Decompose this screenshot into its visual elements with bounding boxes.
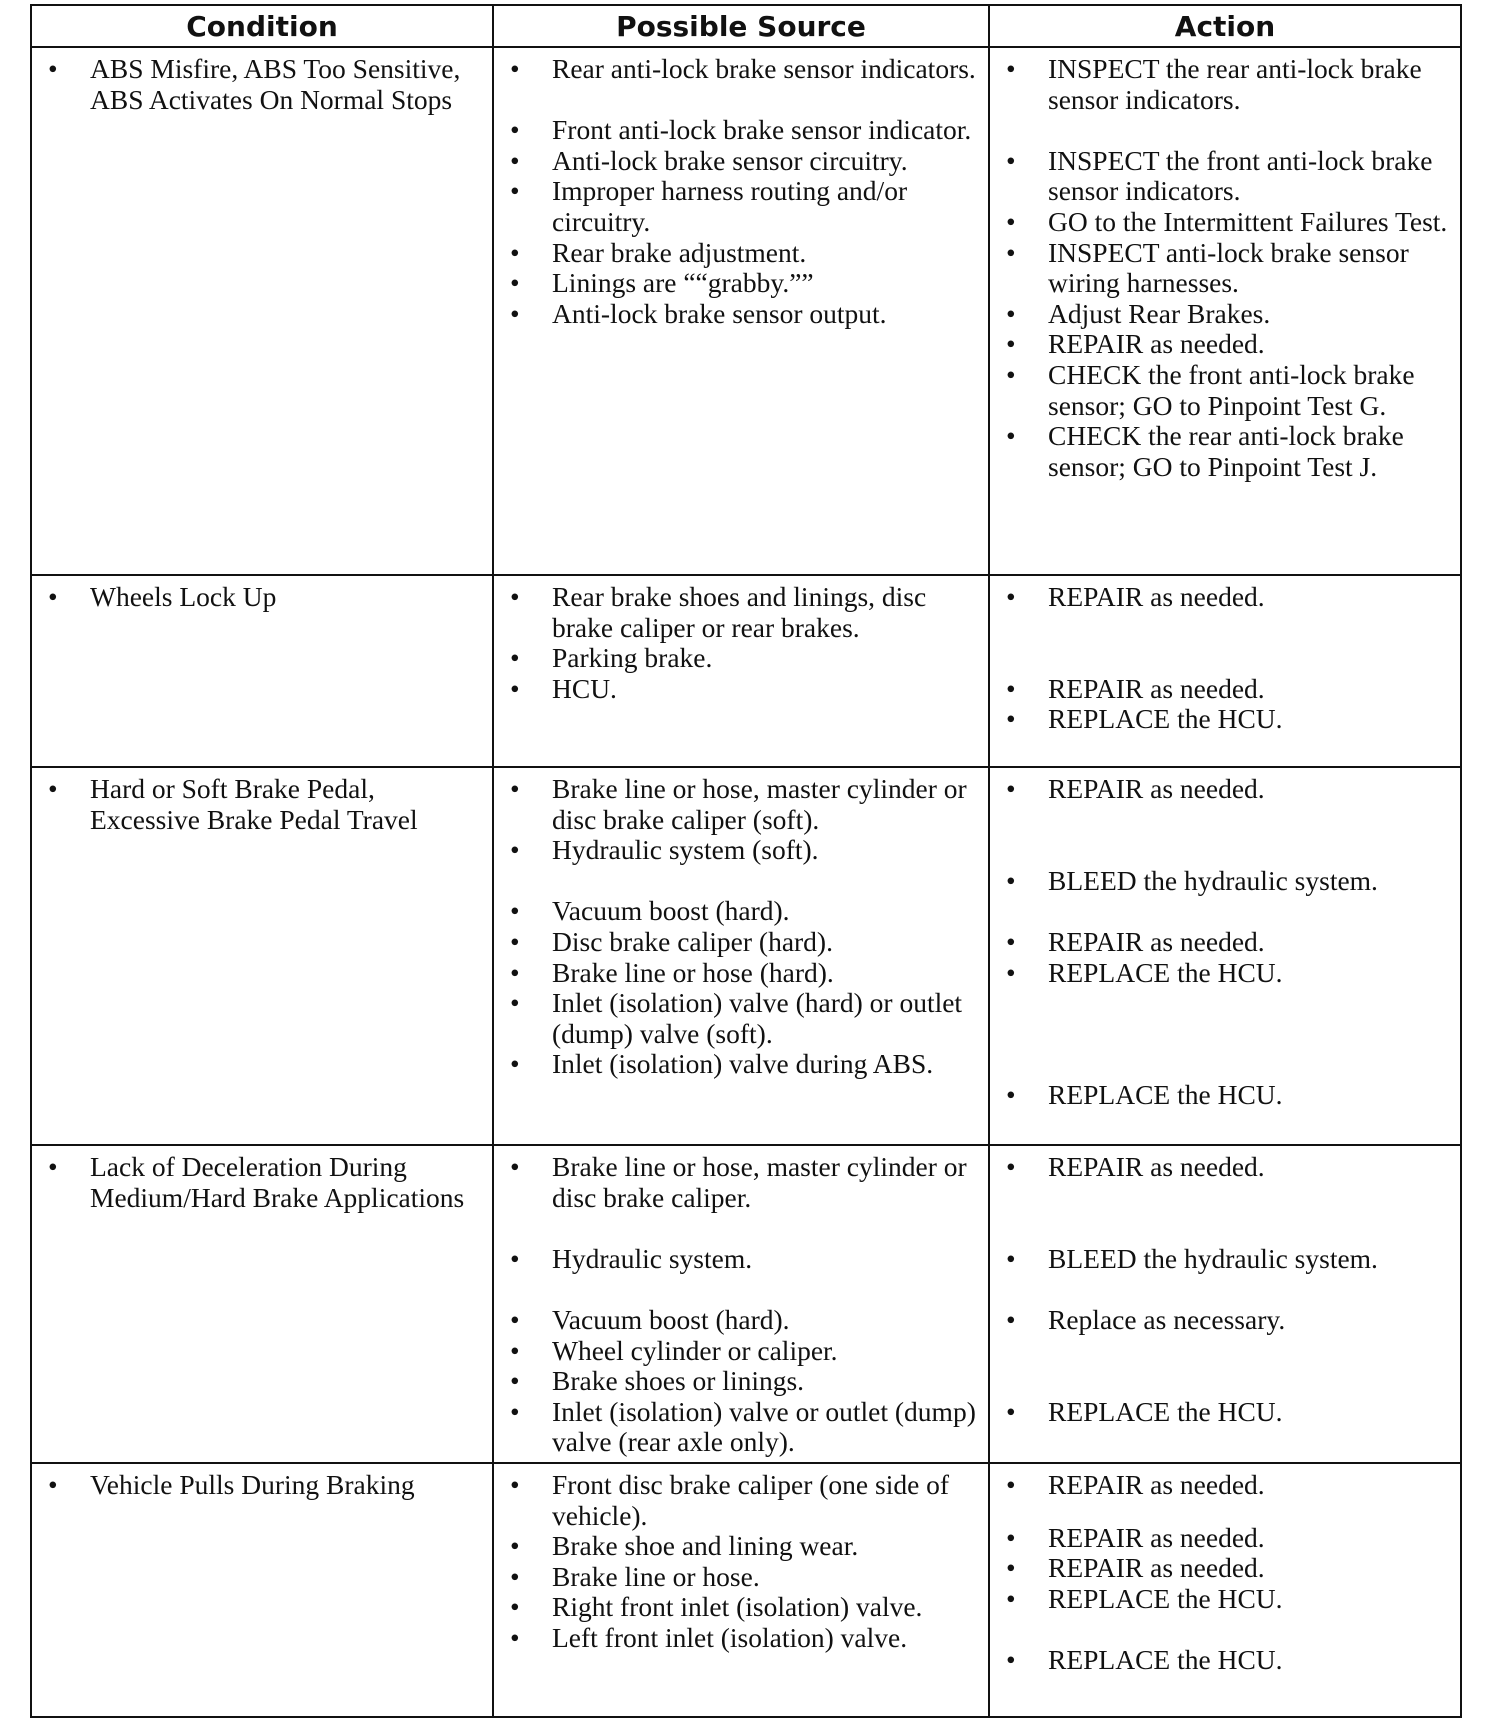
action-item: • INSPECT the front anti-lock brake sensor indicators. [1000,146,1452,207]
table-row [31,47,1461,575]
diagnosis-table [30,4,1462,1718]
action-item: • REPAIR as needed. [1000,329,1452,360]
source-item: • Inlet (isolation) valve (hard) or outlet (dump) valve (soft). [504,988,980,1049]
source-item: • Rear brake shoes and linings, disc brake caliper or rear brakes. [504,582,980,643]
source-item: • Brake line or hose, master cylinder or disc brake caliper (soft). [504,774,980,835]
action-item: • CHECK the rear anti-lock brake sensor; GO to Pinpoint Test J. [1000,421,1452,482]
table-row [31,767,1461,1145]
action-item: • GO to the Intermittent Failures Test. [1000,207,1452,238]
action-item: • REPLACE the HCU. [1000,704,1452,735]
source-item: • Wheel cylinder or caliper. [504,1336,980,1367]
action-item: • Adjust Rear Brakes. [1000,299,1452,330]
action-item: • INSPECT anti-lock brake sensor wiring harnesses. [1000,238,1452,299]
source-item: • Brake shoes or linings. [504,1366,980,1397]
action-item: • Replace as necessary. [1000,1305,1452,1336]
condition-cell [31,1145,493,1463]
source-item: • Inlet (isolation) valve or outlet (dump) valve (rear axle only). [504,1397,980,1458]
source-cell [493,47,989,575]
source-item: • Front anti-lock brake sensor indicator. [504,115,980,146]
condition-item: • Hard or Soft Brake Pedal, Excessive Brake Pedal Travel [42,774,484,835]
action-item: • REPAIR as needed. [1000,1152,1452,1183]
action-item: • BLEED the hydraulic system. [1000,866,1452,897]
source-item: • Parking brake. [504,643,980,674]
action-item: • REPAIR as needed. [1000,1470,1452,1501]
condition-item: • Lack of Deceleration During Medium/Hard Brake Applications [42,1152,484,1213]
source-item: • Brake line or hose (hard). [504,958,980,989]
source-item: • Linings are ““grabby.”” [504,268,980,299]
source-item: • Anti-lock brake sensor circuitry. [504,146,980,177]
source-item: • Brake shoe and lining wear. [504,1531,980,1562]
action-item: • REPAIR as needed. [1000,582,1452,613]
source-cell [493,1463,989,1717]
action-item: • REPAIR as needed. [1000,1553,1452,1584]
source-item: • Vacuum boost (hard). [504,896,980,927]
action-item: • INSPECT the rear anti-lock brake sensor indicators. [1000,54,1452,115]
source-item: • Improper harness routing and/or circuitry. [504,176,980,237]
source-item: • Vacuum boost (hard). [504,1305,980,1336]
source-item: • Brake line or hose, master cylinder or disc brake caliper. [504,1152,980,1213]
header-row [31,5,1461,47]
table-row [31,1145,1461,1463]
condition-item: • ABS Misfire, ABS Too Sensitive, ABS Activates On Normal Stops [42,54,484,115]
table-row [31,575,1461,767]
action-item: • BLEED the hydraulic system. [1000,1244,1452,1275]
action-item: • REPLACE the HCU. [1000,1080,1452,1111]
source-item: • Brake line or hose. [504,1562,980,1593]
header-action: Action [989,5,1461,47]
condition-cell [31,575,493,767]
source-item: • Anti-lock brake sensor output. [504,299,980,330]
header-possible-source: Possible Source [493,5,989,47]
table-row [31,1463,1461,1717]
source-item: • HCU. [504,674,980,705]
source-item: • Right front inlet (isolation) valve. [504,1592,980,1623]
source-cell [493,1145,989,1463]
source-item: • Hydraulic system. [504,1244,980,1275]
header-condition: Condition [31,5,493,47]
action-item: • REPLACE the HCU. [1000,958,1452,989]
source-item: • Disc brake caliper (hard). [504,927,980,958]
action-item: • REPAIR as needed. [1000,774,1452,805]
condition-item: • Vehicle Pulls During Braking [42,1470,484,1501]
action-item: • CHECK the front anti-lock brake sensor; GO to Pinpoint Test G. [1000,360,1452,421]
source-item: • Hydraulic system (soft). [504,835,980,866]
action-item: • REPLACE the HCU. [1000,1645,1452,1676]
condition-item: • Wheels Lock Up [42,582,484,613]
source-cell [493,767,989,1145]
action-item: • REPAIR as needed. [1000,1523,1452,1554]
action-item: • REPLACE the HCU. [1000,1584,1452,1615]
condition-cell [31,1463,493,1717]
condition-cell [31,767,493,1145]
condition-cell [31,47,493,575]
action-cell [989,1145,1461,1463]
action-item: • REPLACE the HCU. [1000,1397,1452,1428]
action-cell [989,47,1461,575]
action-item: • REPAIR as needed. [1000,927,1452,958]
action-item: • REPAIR as needed. [1000,674,1452,705]
source-item: • Rear brake adjustment. [504,238,980,269]
action-cell [989,575,1461,767]
action-cell [989,1463,1461,1717]
source-item: • Front disc brake caliper (one side of vehicle). [504,1470,980,1531]
source-item: • Rear anti-lock brake sensor indicators. [504,54,980,85]
action-cell [989,767,1461,1145]
source-item: • Inlet (isolation) valve during ABS. [504,1049,980,1080]
source-item: • Left front inlet (isolation) valve. [504,1623,980,1654]
source-cell [493,575,989,767]
